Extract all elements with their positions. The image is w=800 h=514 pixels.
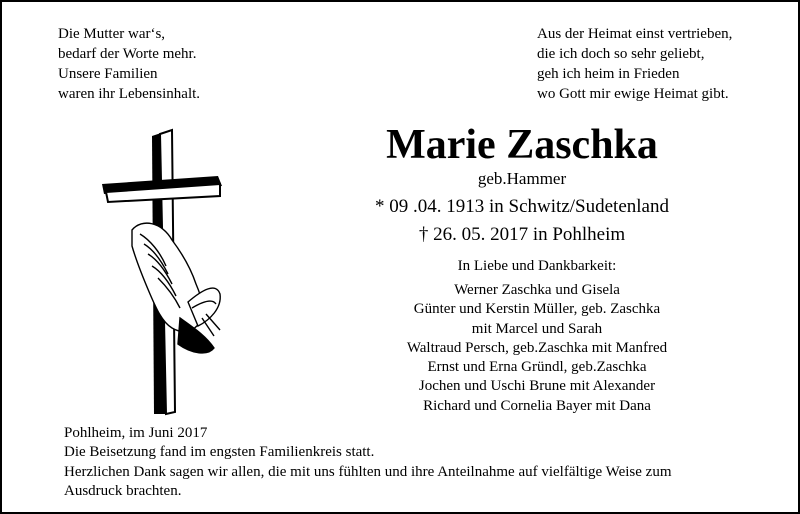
death-date: † 26. 05. 2017 in Pohlheim — [418, 224, 626, 245]
family-member: Werner Zaschka und Gisela — [454, 282, 620, 298]
family-member: Günter und Kerstin Müller, geb. Zaschka — [413, 301, 661, 318]
deceased-name: Marie Zaschka — [386, 122, 658, 168]
verse-left — [58, 24, 200, 104]
family-list — [302, 281, 772, 416]
family-member: Richard und Cornelia Bayer mit Dana — [423, 397, 651, 414]
cross-with-praying-hands-icon — [102, 122, 232, 417]
thanks-line: Ausdruck brachten. — [64, 482, 182, 499]
thanks-line: Herzlichen Dank sagen wir allen, die mit uns fühlten und ihre Anteilnahme auf vielfältige Weise zum — [64, 463, 672, 480]
family-member: Jochen und Uschi Brune mit Alexander — [418, 378, 656, 395]
family-intro: In Liebe und Dankbarkeit: — [457, 258, 617, 274]
family-member: Ernst und Erna Gründl, geb.Zaschka — [427, 359, 647, 376]
maiden-name: geb.Hammer — [477, 169, 567, 188]
verse-right-line: Aus der Heimat einst vertrieben, — [537, 26, 733, 42]
verse-right-line: die ich doch so sehr geliebt, — [537, 46, 705, 62]
closing-text — [64, 424, 672, 501]
place-date: Pohlheim, im Juni 2017 — [64, 425, 208, 441]
life-dates — [302, 193, 742, 249]
family-member: mit Marcel und Sarah — [471, 320, 603, 337]
verse-left-line: waren ihr Lebensinhalt. — [58, 86, 201, 102]
funeral-note: Die Beisetzung fand im engsten Familienkreis statt. — [64, 444, 375, 461]
family-member: Waltraud Persch, geb.Zaschka mit Manfred — [406, 339, 668, 356]
verse-right-line: wo Gott mir ewige Heimat gibt. — [537, 86, 729, 102]
verse-left-line: Unsere Familien — [58, 66, 158, 82]
verse-right — [537, 24, 732, 104]
birth-date: * 09 .04. 1913 in Schwitz/Sudetenland — [375, 196, 669, 217]
verse-left-line: Die Mutter war‘s, — [58, 26, 166, 42]
verse-right-line: geh ich heim in Frieden — [537, 66, 680, 82]
verse-left-line: bedarf der Worte mehr. — [58, 46, 197, 62]
